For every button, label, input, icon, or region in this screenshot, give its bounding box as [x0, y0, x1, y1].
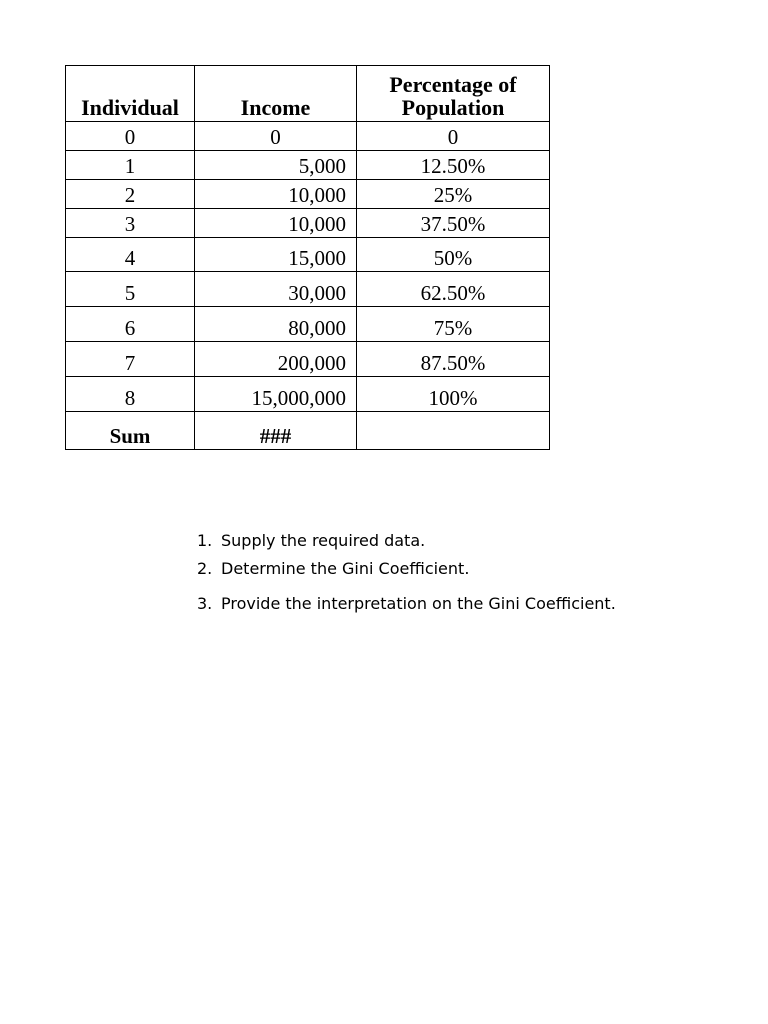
header-percentage-of-population[interactable]: [357, 66, 550, 122]
cell-income[interactable]: 15,000: [195, 238, 357, 272]
instruction-item: [197, 594, 616, 613]
cell-percent[interactable]: 62.50%: [357, 272, 550, 307]
sum-income[interactable]: ###: [195, 412, 357, 450]
instruction-number: 3.: [197, 594, 213, 613]
cell-income[interactable]: 15,000,000: [195, 377, 357, 412]
sum-percent[interactable]: [357, 412, 550, 450]
cell-individual[interactable]: 4: [66, 238, 195, 272]
table-row: [66, 122, 550, 151]
income-table: [65, 65, 550, 450]
cell-percent[interactable]: 37.50%: [357, 209, 550, 238]
table-row: [66, 238, 550, 272]
header-percentage-line1: Percentage of: [389, 71, 517, 97]
instruction-text: Provide the interpretation on the Gini Coefficient.: [221, 594, 616, 613]
header-individual[interactable]: Individual: [66, 66, 195, 122]
cell-percent[interactable]: 50%: [357, 238, 550, 272]
table-row: [66, 151, 550, 180]
cell-individual[interactable]: 0: [66, 122, 195, 151]
cell-individual[interactable]: 5: [66, 272, 195, 307]
instruction-text: Supply the required data.: [221, 531, 426, 550]
cell-individual[interactable]: 2: [66, 180, 195, 209]
instruction-item: [197, 531, 425, 550]
cell-income[interactable]: 10,000: [195, 209, 357, 238]
instructions-list: [197, 531, 616, 621]
cell-percent[interactable]: 87.50%: [357, 342, 550, 377]
cell-income[interactable]: 200,000: [195, 342, 357, 377]
cell-individual[interactable]: 1: [66, 151, 195, 180]
cell-percent[interactable]: 0: [357, 122, 550, 151]
cell-income[interactable]: 30,000: [195, 272, 357, 307]
cell-percent[interactable]: 75%: [357, 307, 550, 342]
cell-individual[interactable]: 8: [66, 377, 195, 412]
cell-income[interactable]: 5,000: [195, 151, 357, 180]
table-row: [66, 342, 550, 377]
table-row: [66, 307, 550, 342]
sum-label[interactable]: Sum: [66, 412, 195, 450]
cell-income[interactable]: 80,000: [195, 307, 357, 342]
instruction-text: Determine the Gini Coefficient.: [221, 559, 470, 578]
sum-row: [66, 412, 550, 450]
cell-individual[interactable]: 6: [66, 307, 195, 342]
header-row: [66, 66, 550, 122]
cell-income[interactable]: 0: [195, 122, 357, 151]
header-percentage-line2: Population: [401, 94, 505, 120]
instruction-item: [197, 559, 469, 578]
instruction-number: 2.: [197, 559, 213, 578]
table-row: [66, 209, 550, 238]
table-row: [66, 377, 550, 412]
cell-income[interactable]: 10,000: [195, 180, 357, 209]
cell-individual[interactable]: 7: [66, 342, 195, 377]
cell-percent[interactable]: 100%: [357, 377, 550, 412]
instruction-number: 1.: [197, 531, 213, 550]
table-row: [66, 180, 550, 209]
cell-individual[interactable]: 3: [66, 209, 195, 238]
table-row: [66, 272, 550, 307]
cell-percent[interactable]: 25%: [357, 180, 550, 209]
cell-percent[interactable]: 12.50%: [357, 151, 550, 180]
header-income[interactable]: Income: [195, 66, 357, 122]
